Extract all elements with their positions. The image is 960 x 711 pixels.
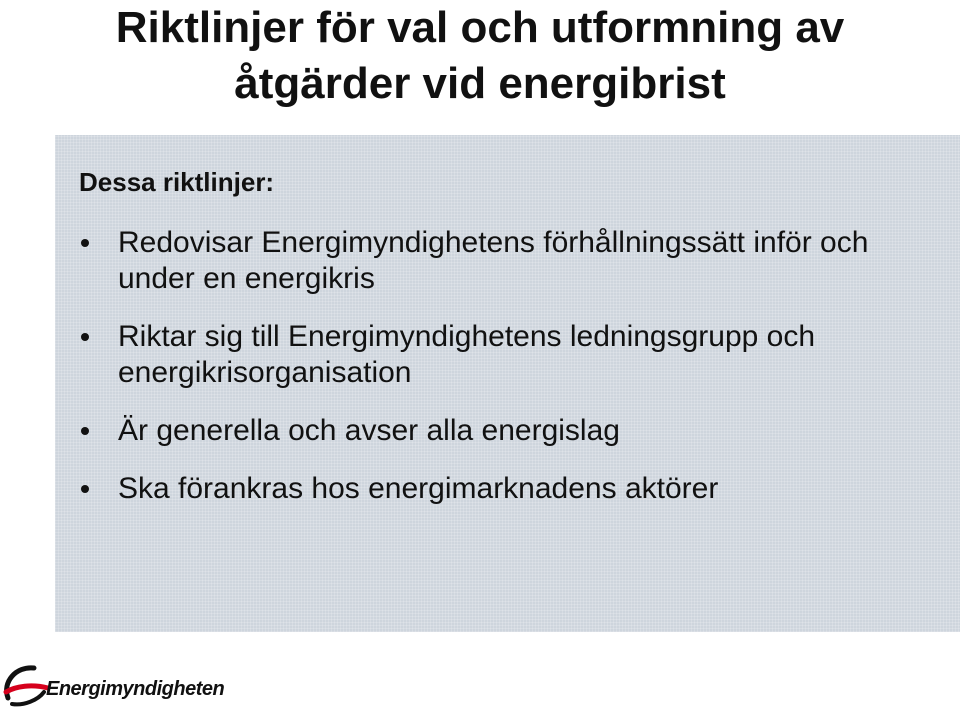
slide-title-line-2: åtgärder vid energibrist [234, 59, 726, 108]
bullet-item [79, 413, 939, 449]
bullet-dot-icon [81, 333, 89, 341]
slide-title-line-1: Riktlinjer för val och utformning av [115, 3, 845, 52]
logo-text: Energimyndigheten [46, 678, 225, 700]
slide-title [0, 0, 960, 112]
bullet-text: Är generella och avser alla energislag [118, 414, 620, 447]
bullet-item [79, 471, 939, 507]
panel-heading: Dessa riktlinjer: [79, 167, 275, 197]
bullet-text: Ska förankras hos energimarknadens aktörer [118, 472, 719, 505]
bullet-text: Riktar sig till Energimyndighetens ledningsgrupp och energikrisorganisation [118, 320, 816, 389]
bullet-text: Redovisar Energimyndighetens förhållningssätt inför och under en energikris [118, 226, 869, 295]
bullet-item [79, 225, 939, 297]
bullet-dot-icon [81, 427, 89, 435]
bullet-list [79, 225, 939, 529]
bullet-dot-icon [81, 239, 89, 247]
bullet-item [79, 319, 939, 391]
bullet-dot-icon [81, 485, 89, 493]
